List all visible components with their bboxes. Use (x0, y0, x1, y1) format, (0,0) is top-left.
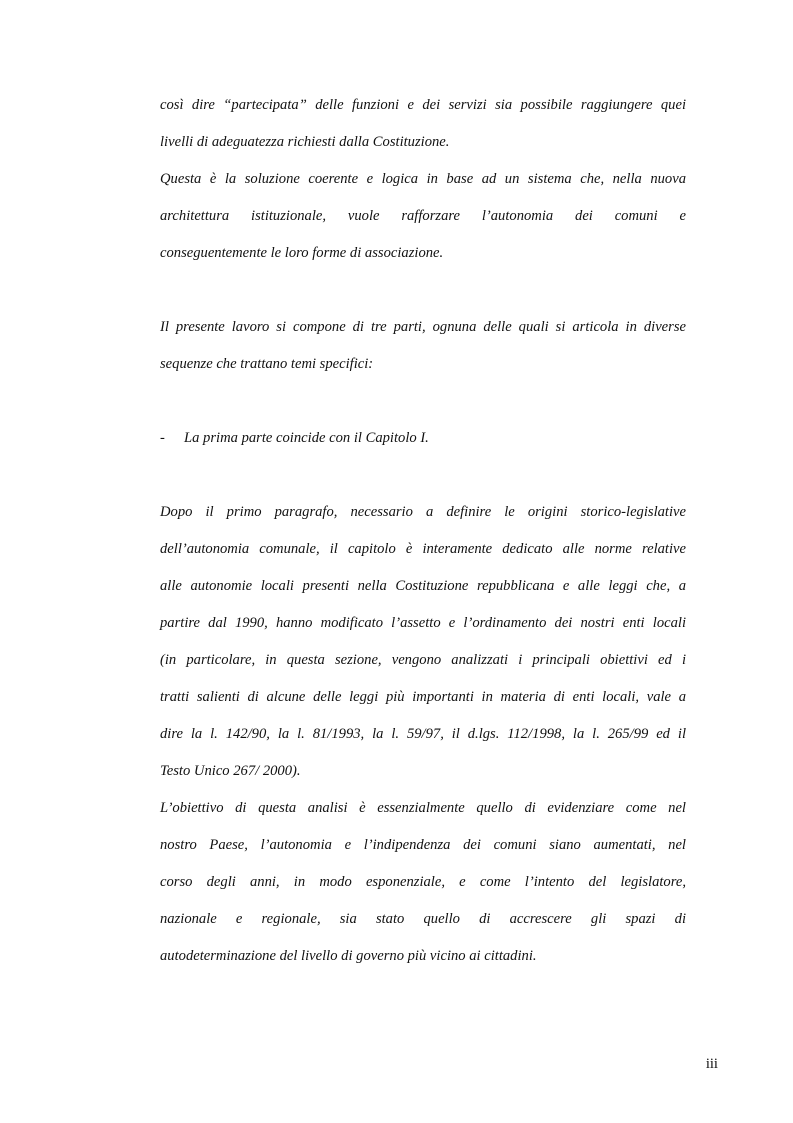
text-line: Dopo il primo paragrafo, necessario a definire le origini storico-legislative (160, 504, 686, 520)
bullet-item (160, 425, 686, 462)
paragraph-chapter-one (160, 499, 686, 795)
document-body (160, 92, 686, 980)
page-number: iii (705, 1056, 718, 1072)
text-line: alle autonomie locali presenti nella Costituzione repubblicana e alle leggi che, a (160, 578, 686, 594)
paragraph-spacer (160, 462, 686, 499)
paragraph-spacer (160, 277, 686, 314)
text-line: sequenze che trattano temi specifici: (160, 356, 374, 372)
text-line: Il presente lavoro si compone di tre parti, ognuna delle quali si articola in diverse (160, 319, 686, 335)
paragraph-solution (160, 166, 686, 277)
text-line: L’obiettivo di questa analisi è essenzialmente quello di evidenziare come nel (160, 800, 686, 816)
bullet-text: La prima parte coincide con il Capitolo I. (184, 430, 429, 446)
text-line: (in particolare, in questa sezione, vengono analizzati i principali obiettivi ed i (160, 652, 686, 668)
text-line: autodeterminazione del livello di governo più vicino ai cittadini. (160, 948, 537, 964)
bullet-marker: - (160, 430, 165, 446)
paragraph-structure (160, 314, 686, 388)
text-line: Testo Unico 267/ 2000). (160, 763, 301, 779)
text-line: Questa è la soluzione coerente e logica in base ad un sistema che, nella nuova (160, 171, 686, 187)
text-line: tratti salienti di alcune delle leggi più importanti in materia di enti locali, vale a (160, 689, 686, 705)
text-line: partire dal 1990, hanno modificato l’assetto e l’ordinamento dei nostri enti locali (160, 615, 686, 631)
paragraph-spacer (160, 388, 686, 425)
text-line: dell’autonomia comunale, il capitolo è interamente dedicato alle norme relative (160, 541, 686, 557)
text-line: così dire “partecipata” delle funzioni e dei servizi sia possibile raggiungere quei (160, 97, 686, 113)
text-line: nostro Paese, l’autonomia e l’indipendenza dei comuni siano aumentati, nel (160, 837, 686, 853)
text-line: livelli di adeguatezza richiesti dalla Costituzione. (160, 134, 450, 150)
paragraph-intro-continuation (160, 92, 686, 166)
text-line: dire la l. 142/90, la l. 81/1993, la l. 59/97, il d.lgs. 112/1998, la l. 265/99 ed il (160, 726, 686, 742)
text-line: corso degli anni, in modo esponenziale, e come l’intento del legislatore, (160, 874, 686, 890)
text-line: nazionale e regionale, sia stato quello di accrescere gli spazi di (160, 911, 686, 927)
paragraph-objective (160, 795, 686, 980)
text-line: conseguentemente le loro forme di associazione. (160, 245, 444, 261)
text-line: architettura istituzionale, vuole rafforzare l’autonomia dei comuni e (160, 208, 686, 224)
